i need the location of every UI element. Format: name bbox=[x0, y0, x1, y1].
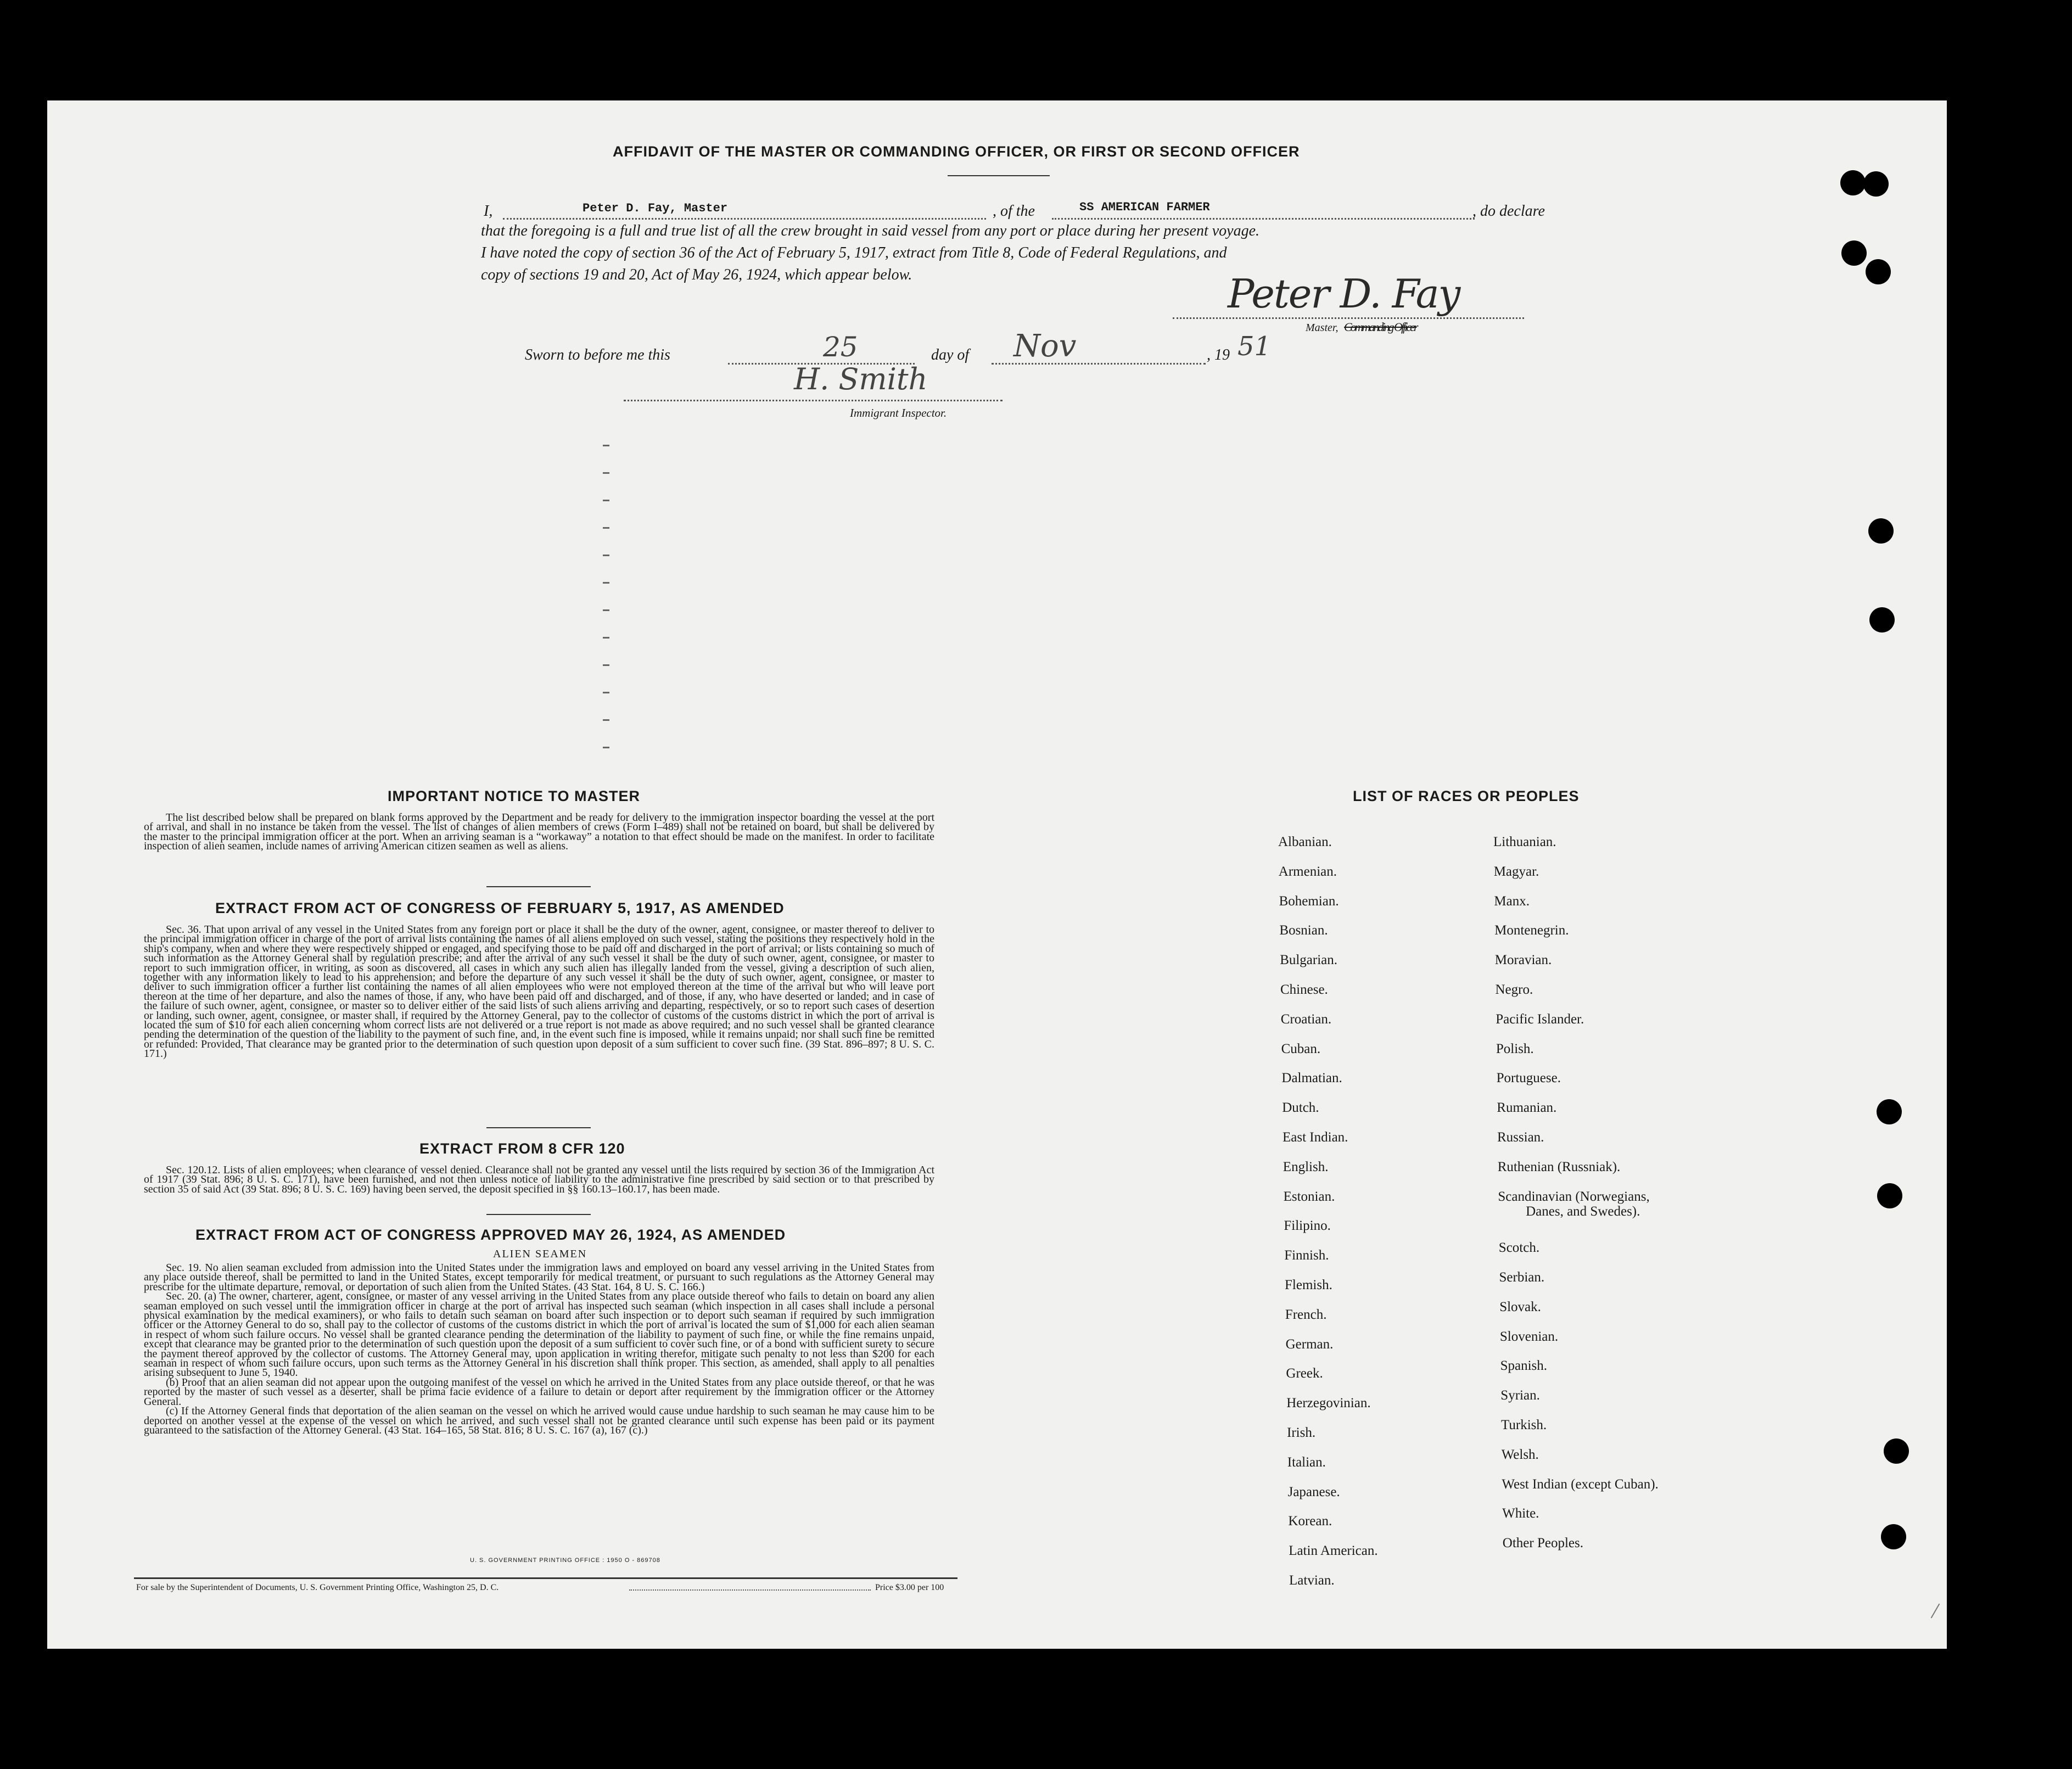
year-field: 51 bbox=[1237, 331, 1272, 362]
inspector-label: Immigrant Inspector. bbox=[850, 406, 947, 419]
race-item: Rumanian. bbox=[1497, 1100, 1557, 1116]
race-item: Scotch. bbox=[1498, 1240, 1540, 1256]
section-20a-paragraph: Sec. 20. (a) The owner, charterer, agent, consignee, or master of any vessel arriving in the United States from any place outside thereof who fails to detain on board any alien seaman employed on such vessel until the immigration officer in charge at the port of arrival has inspected such seaman (which inspection in all cases shall include a personal physical examination by the medical examiners), or who fails to detain such seaman on board after such inspection or to deport such seaman if required by such immigration officer or the Attorney General to do so, shall pay to the collector of customs of the customs district in which the port of arrival is located the sum of $1,000 for each alien seaman in respect of whom such failure occurs. No vessel shall be granted clearance pending the determination of the liability to payment of such fine, or while the fine remains unpaid, except that clearance may be granted prior to the determination of such question upon the deposit of a sum sufficient to cover such fine, or of a bond with sufficient surety to secure the payment thereof approved by the collector of customs. The Attorney General may, upon application in writing therefor, mitigate such penalty to not less than $200 for each seaman in respect of whom such failure occurs, upon such terms as the Attorney General in his discretion shall think proper. This section, as amended, shall apply to all penalties arising subsequent to June 5, 1940. bbox=[144, 1290, 934, 1379]
race-item: Negro. bbox=[1495, 982, 1533, 997]
race-item: Armenian. bbox=[1278, 864, 1337, 879]
race-item: Japanese. bbox=[1287, 1484, 1340, 1499]
race-item: West Indian (except Cuban). bbox=[1502, 1476, 1659, 1492]
footer-price: Price $3.00 per 100 bbox=[875, 1583, 944, 1592]
race-item: Latin American. bbox=[1289, 1543, 1378, 1559]
master-label: Master, bbox=[1306, 322, 1339, 334]
race-item: Lithuanian. bbox=[1493, 835, 1556, 849]
extract-1924-title: EXTRACT FROM ACT OF CONGRESS APPROVED MAY 26, 1924, AS AMENDED bbox=[195, 1227, 786, 1243]
race-item: Bohemian. bbox=[1279, 893, 1339, 909]
race-item: Scandinavian (Norwegians, bbox=[1498, 1189, 1650, 1204]
margin-tick bbox=[603, 637, 609, 639]
race-item: Finnish. bbox=[1284, 1248, 1329, 1263]
margin-tick bbox=[603, 747, 609, 748]
of-the-label: , of the bbox=[993, 203, 1035, 220]
race-item: Albanian. bbox=[1278, 835, 1332, 849]
race-item: Polish. bbox=[1496, 1041, 1534, 1056]
race-item: Italian. bbox=[1287, 1454, 1326, 1470]
divider bbox=[486, 886, 591, 887]
race-item: Dalmatian. bbox=[1281, 1071, 1342, 1086]
section-20c-paragraph: (c) If the Attorney General finds that deportation of the alien seaman on the vessel on which he arrived would cause undue hardship to such seaman he may cause him to be deported on another vessel at the expense of the vessel on which he arrived, and such vessel shall not be granted clearance until such expense has been paid or its payment guaranteed to the satisfaction of the Attorney General. (43 Stat. 164–165, 58 Stat. 816; 8 U. S. C. 167 (a), 167 (c).) bbox=[144, 1405, 934, 1436]
page-corner-mark bbox=[1931, 1604, 1940, 1619]
race-item: Cuban. bbox=[1281, 1041, 1321, 1056]
race-item: Chinese. bbox=[1280, 982, 1328, 997]
margin-tick bbox=[603, 555, 609, 556]
punch-hole bbox=[1881, 1524, 1906, 1549]
gpo-line: U. S. GOVERNMENT PRINTING OFFICE : 1950 O - 869708 bbox=[470, 1557, 660, 1564]
race-item: Herzegovinian. bbox=[1286, 1396, 1371, 1411]
race-item: Welsh. bbox=[1501, 1447, 1539, 1462]
form-page bbox=[47, 100, 1947, 1649]
race-item: Flemish. bbox=[1285, 1278, 1332, 1292]
sworn-label: Sworn to before me this bbox=[525, 346, 670, 363]
margin-tick bbox=[603, 582, 609, 584]
race-item: Moravian. bbox=[1494, 953, 1552, 968]
footer-rule bbox=[134, 1577, 957, 1579]
margin-tick bbox=[603, 445, 609, 446]
race-item: Bosnian. bbox=[1279, 923, 1328, 938]
punch-hole bbox=[1869, 607, 1895, 632]
race-item: Dutch. bbox=[1282, 1100, 1319, 1116]
race-item: Manx. bbox=[1494, 893, 1530, 909]
extract-cfr-title: EXTRACT FROM 8 CFR 120 bbox=[419, 1140, 625, 1157]
race-item: Syrian. bbox=[1500, 1388, 1540, 1403]
punch-hole bbox=[1840, 170, 1866, 195]
master-name-field: Peter D. Fay, Master bbox=[583, 201, 728, 215]
race-item: White. bbox=[1502, 1506, 1539, 1521]
title-divider bbox=[948, 175, 1050, 176]
race-item: East Indian. bbox=[1283, 1130, 1348, 1145]
race-item: Danes, and Swedes). bbox=[1526, 1204, 1640, 1219]
notice-paragraph: The list described below shall be prepared on blank forms approved by the Department and be ready for delivery to the immigration inspector boarding the vessel at the port of arrival, and shall in no instance be taken from the vessel. The list of changes of alien members of crews (Form I–489) shall not be retained on board, but shall be delivered by the master to the principal immigration officer at the port. When an arriving seaman is a “workaway” a notation to that effect should be made on the manifest. In order to facilitate inspection of alien seamen, include names of arriving American citizen seamen as well as aliens. bbox=[144, 811, 934, 853]
race-item: Slovak. bbox=[1499, 1299, 1541, 1314]
footer-sale-text: For sale by the Superintendent of Documents, U. S. Government Printing Office, Washington 25, D. C. bbox=[136, 1583, 499, 1592]
race-item: French. bbox=[1285, 1307, 1327, 1322]
punch-hole bbox=[1877, 1099, 1902, 1124]
struck-title: Commanding Officer bbox=[1344, 320, 1417, 334]
day-of-label: day of bbox=[931, 346, 970, 363]
race-item: Filipino. bbox=[1284, 1218, 1331, 1234]
section-19-paragraph: Sec. 19. No alien seaman excluded from admission into the United States under the immigration laws and employed on board any vessel arriving in the United States from any place outside thereof, shall be permitted to land in the United States, except temporarily for medical treatment, or pursuant to such regulations as the Attorney General may prescribe for the ultimate departure, removal, or deportation of such alien from the United States. (43 Stat. 164, 8 U. S. C. 166.) bbox=[144, 1262, 934, 1293]
do-declare-label: , do declare bbox=[1472, 203, 1545, 220]
race-item: Latvian. bbox=[1289, 1573, 1335, 1588]
affidavit-line-4: copy of sections 19 and 20, Act of May 26, 1924, which appear below. bbox=[481, 266, 912, 283]
race-item: Pacific Islander. bbox=[1496, 1011, 1584, 1027]
race-item: Irish. bbox=[1287, 1425, 1316, 1440]
race-item: Croatian. bbox=[1280, 1011, 1332, 1027]
alien-seamen-heading: ALIEN SEAMEN bbox=[493, 1248, 587, 1260]
race-item: Korean. bbox=[1288, 1514, 1332, 1529]
footer-leader bbox=[629, 1589, 871, 1591]
punch-hole bbox=[1868, 518, 1894, 544]
signature-line bbox=[1173, 317, 1524, 319]
race-item: Serbian. bbox=[1499, 1270, 1545, 1285]
margin-tick bbox=[603, 472, 609, 474]
race-item: Ruthenian (Russniak). bbox=[1497, 1159, 1621, 1174]
vessel-name-field: SS AMERICAN FARMER bbox=[1079, 200, 1210, 214]
margin-tick bbox=[603, 664, 609, 666]
margin-tick bbox=[603, 527, 609, 529]
name-field-line bbox=[503, 218, 986, 220]
affidavit-line-3: I have noted the copy of section 36 of the Act of February 5, 1917, extract from Title 8, Code of Federal Regulations, and bbox=[481, 244, 1227, 261]
extract-1924-text bbox=[144, 1263, 934, 1435]
section-20b-paragraph: (b) Proof that an alien seaman did not appear upon the outgoing manifest of the vessel on which he arrived in the United States from any place outside thereof, or that he was reported by the master of such vessel as a deserter, shall be prima facie evidence of a failure to detain or deport after requirement by the immigration officer or the Attorney General. bbox=[144, 1376, 934, 1408]
punch-hole bbox=[1877, 1183, 1902, 1208]
races-title: LIST OF RACES OR PEOPLES bbox=[1353, 788, 1580, 804]
vessel-field-line bbox=[1052, 218, 1475, 220]
race-item: Spanish. bbox=[1500, 1358, 1548, 1374]
race-item: German. bbox=[1285, 1336, 1334, 1352]
notice-title: IMPORTANT NOTICE TO MASTER bbox=[388, 788, 640, 804]
affidavit-line-2: that the foregoing is a full and true list of all the crew brought in said vessel from any port or place during her present voyage. bbox=[481, 222, 1260, 239]
day-field: 25 bbox=[823, 331, 858, 363]
section-36-paragraph: Sec. 36. That upon arrival of any vessel in the United States from any foreign port or place it shall be the duty of the owner, agent, consignee, or master thereof to deliver to the principal immigration officer in charge of the port of arrival lists containing the names of all aliens employed on such vessel, stating the positions they respectively hold in the ship's company, when and where they were respectively shipped or engaged, and specifying those to be paid off and discharged in the port of arrival; or lists containing so much of such information as the Attorney General shall by regulation prescribe; and after the arrival of any such vessel it shall be the duty of such owner, agent, consignee, or master to report to such immigration officer, in writing, as soon as discovered, all cases in which any such alien has illegally landed from the vessel, giving a description of such alien, together with any information likely to lead to his apprehension; and before the departure of any such vessel it shall be the duty of such owner, agent, consignee, or master to deliver to such immigration officer a further list containing the names of all alien employees who were not employed thereon at the time of the arrival but who will leave port thereon at the time of her departure, and also the names of those, if any, who have been paid off and discharged, and of those, if any, who have deserted or landed; and in case of the failure of such owner, agent, consignee, or master so to deliver either of the said lists of such aliens arriving and departing, respectively, or so to report such cases of desertion or landing, such owner, agent, consignee, or master shall, if required by the Attorney General, pay to the collector of customs of the customs district in which the port of arrival is located the sum of $10 for each alien concerning whom correct lists are not delivered or a true report is not made as above required; and no such vessel shall be granted clearance pending the determination of the question of the liability to the payment of such fine, and, in the event such fine is imposed, while it remains unpaid; nor shall such fine be remitted or refunded: Provided, That clearance may be granted prior to the determination of such question upon deposit of a sum sufficient to cover such fine. (39 Stat. 896–897; 8 U. S. C. 171.) bbox=[144, 923, 934, 1060]
race-item: Greek. bbox=[1286, 1366, 1323, 1381]
race-item: Magyar. bbox=[1493, 864, 1539, 879]
inspector-line bbox=[624, 400, 1003, 401]
margin-tick bbox=[603, 692, 609, 693]
punch-hole bbox=[1841, 240, 1867, 266]
race-item: Montenegrin. bbox=[1494, 923, 1569, 938]
margin-tick bbox=[603, 609, 609, 611]
race-item: Slovenian. bbox=[1499, 1329, 1559, 1344]
month-field: Nov bbox=[1013, 328, 1077, 364]
inspector-signature: H. Smith bbox=[794, 362, 928, 396]
extract-1917-text bbox=[144, 925, 934, 1059]
i-label: I, bbox=[484, 203, 493, 220]
affidavit-title: AFFIDAVIT OF THE MASTER OR COMMANDING OFFICER, OR FIRST OR SECOND OFFICER bbox=[613, 143, 1300, 160]
extract-1917-title: EXTRACT FROM ACT OF CONGRESS OF FEBRUARY 5, 1917, AS AMENDED bbox=[215, 900, 785, 916]
race-item: Estonian. bbox=[1283, 1189, 1335, 1204]
race-item: Portuguese. bbox=[1496, 1071, 1561, 1086]
section-120-paragraph: Sec. 120.12. Lists of alien employees; when clearance of vessel denied. Clearance shall not be granted any vessel until the lists required by section 36 of the Immigration Act of 1917 (39 Stat. 896; 8 U. S. C. 171), have been furnished, and not then unless notice of liability to the administrative fine prescribed by said section or to that prescribed by section 35 of said Act (39 Stat. 896; 8 U. S. C. 169) having been served, the deposit specified in §§ 160.13–160.17, has been made. bbox=[144, 1164, 934, 1195]
margin-tick bbox=[603, 500, 609, 501]
punch-hole bbox=[1863, 171, 1889, 197]
divider bbox=[486, 1127, 591, 1128]
master-signature: Peter D. Fay bbox=[1228, 271, 1460, 317]
extract-cfr-text bbox=[144, 1166, 934, 1194]
race-item: English. bbox=[1283, 1159, 1329, 1174]
margin-tick bbox=[603, 719, 609, 721]
punch-hole bbox=[1866, 259, 1891, 284]
punch-hole bbox=[1884, 1438, 1909, 1464]
race-item: Bulgarian. bbox=[1280, 953, 1338, 968]
notice-text bbox=[144, 813, 934, 852]
race-item: Russian. bbox=[1497, 1130, 1544, 1145]
year-prefix: , 19 bbox=[1207, 346, 1230, 363]
race-item: Other Peoples. bbox=[1502, 1536, 1583, 1551]
divider bbox=[486, 1214, 591, 1215]
race-item: Turkish. bbox=[1501, 1418, 1547, 1432]
